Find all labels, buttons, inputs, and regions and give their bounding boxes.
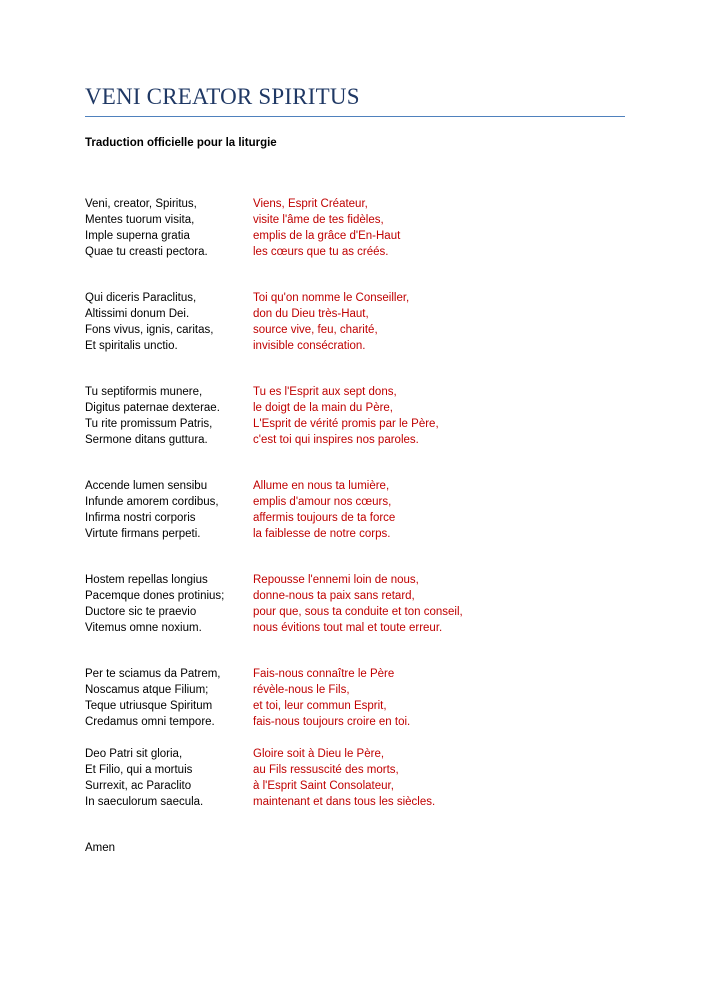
latin-line: Infunde amorem cordibus, xyxy=(85,496,219,508)
verse-line xyxy=(85,794,625,810)
verse-line xyxy=(85,604,625,620)
title-underline xyxy=(85,116,625,117)
verse-line xyxy=(85,196,625,212)
latin-line: Surrexit, ac Paraclito xyxy=(85,780,192,792)
french-line: don du Dieu très-Haut, xyxy=(253,308,369,320)
latin-line: Vitemus omne noxium. xyxy=(85,622,202,634)
french-line: maintenant et dans tous les siècles. xyxy=(253,796,436,808)
verse-line xyxy=(85,714,625,730)
french-line: affermis toujours de ta force xyxy=(253,512,396,524)
stanza-3 xyxy=(85,384,625,448)
stanza-1 xyxy=(85,196,625,260)
french-line: la faiblesse de notre corps. xyxy=(253,528,391,540)
french-line: c'est toi qui inspires nos paroles. xyxy=(253,434,419,446)
french-line: emplis de la grâce d'En-Haut xyxy=(253,230,401,242)
closing-amen: Amen xyxy=(85,842,116,854)
french-line: au Fils ressuscité des morts, xyxy=(253,764,399,776)
verse-line xyxy=(85,510,625,526)
latin-line: Tu septiformis munere, xyxy=(85,386,203,398)
verse-line xyxy=(85,322,625,338)
latin-line: Sermone ditans guttura. xyxy=(85,434,208,446)
french-line: nous évitions tout mal et toute erreur. xyxy=(253,622,443,634)
latin-line: Tu rite promissum Patris, xyxy=(85,418,213,430)
verse-line xyxy=(85,416,625,432)
stanza-4 xyxy=(85,478,625,542)
verse-line xyxy=(85,338,625,354)
french-line: Toi qu'on nomme le Conseiller, xyxy=(253,292,410,304)
french-line: donne-nous ta paix sans retard, xyxy=(253,590,415,602)
french-line: Tu es l'Esprit aux sept dons, xyxy=(253,386,397,398)
verse-line xyxy=(85,746,625,762)
latin-line: Ductore sic te praevio xyxy=(85,606,197,618)
french-line: révèle-nous le Fils, xyxy=(253,684,350,696)
stanza-7 xyxy=(85,746,625,810)
latin-line: Per te sciamus da Patrem, xyxy=(85,668,221,680)
latin-line: Noscamus atque Filium; xyxy=(85,684,209,696)
verse-line xyxy=(85,682,625,698)
latin-line: In saeculorum saecula. xyxy=(85,796,204,808)
stanza-2 xyxy=(85,290,625,354)
french-line: pour que, sous ta conduite et ton conseil, xyxy=(253,606,463,618)
stanza-5 xyxy=(85,572,625,636)
french-line: à l'Esprit Saint Consolateur, xyxy=(253,780,394,792)
french-line: Repousse l'ennemi loin de nous, xyxy=(253,574,419,586)
verse-line xyxy=(85,588,625,604)
latin-line: Virtute firmans perpeti. xyxy=(85,528,201,540)
verse-line xyxy=(85,244,625,260)
verse-line xyxy=(85,666,625,682)
latin-line: Et Filio, qui a mortuis xyxy=(85,764,193,776)
latin-line: Deo Patri sit gloria, xyxy=(85,748,183,760)
latin-line: Accende lumen sensibu xyxy=(85,480,208,492)
page-title: VENI CREATOR SPIRITUS xyxy=(85,84,360,109)
verse-line xyxy=(85,762,625,778)
verse-line xyxy=(85,400,625,416)
verse-line xyxy=(85,306,625,322)
verse-line xyxy=(85,290,625,306)
verse-line xyxy=(85,572,625,588)
latin-line: Et spiritalis unctio. xyxy=(85,340,178,352)
latin-line: Quae tu creasti pectora. xyxy=(85,246,208,258)
verse-line xyxy=(85,698,625,714)
latin-line: Veni, creator, Spiritus, xyxy=(85,198,197,210)
latin-line: Teque utriusque Spiritum xyxy=(85,700,213,712)
latin-line: Qui diceris Paraclitus, xyxy=(85,292,197,304)
french-line: les cœurs que tu as créés. xyxy=(253,246,389,258)
verse-line xyxy=(85,620,625,636)
verse-line xyxy=(85,384,625,400)
latin-line: Hostem repellas longius xyxy=(85,574,208,586)
french-line: Gloire soit à Dieu le Père, xyxy=(253,748,385,760)
french-line: invisible consécration. xyxy=(253,340,366,352)
verse-line xyxy=(85,478,625,494)
latin-line: Mentes tuorum visita, xyxy=(85,214,195,226)
verse-line xyxy=(85,228,625,244)
french-line: fais-nous toujours croire en toi. xyxy=(253,716,411,728)
french-line: visite l'âme de tes fidèles, xyxy=(253,214,384,226)
french-line: source vive, feu, charité, xyxy=(253,324,378,336)
latin-line: Infirma nostri corporis xyxy=(85,512,196,524)
latin-line: Credamus omni tempore. xyxy=(85,716,215,728)
french-line: Allume en nous ta lumière, xyxy=(253,480,390,492)
french-line: le doigt de la main du Père, xyxy=(253,402,394,414)
latin-line: Digitus paternae dexterae. xyxy=(85,402,220,414)
french-line: L'Esprit de vérité promis par le Père, xyxy=(253,418,439,430)
verse-line xyxy=(85,778,625,794)
french-line: et toi, leur commun Esprit, xyxy=(253,700,387,712)
latin-line: Pacemque dones protinius; xyxy=(85,590,225,602)
page-subtitle: Traduction officielle pour la liturgie xyxy=(85,137,277,149)
french-line: emplis d'amour nos cœurs, xyxy=(253,496,392,508)
stanza-6 xyxy=(85,666,625,730)
latin-line: Altissimi donum Dei. xyxy=(85,308,190,320)
french-line: Fais-nous connaître le Père xyxy=(253,668,395,680)
verse-line xyxy=(85,526,625,542)
verse-line xyxy=(85,212,625,228)
verse-line xyxy=(85,432,625,448)
verse-line xyxy=(85,494,625,510)
french-line: Viens, Esprit Créateur, xyxy=(253,198,368,210)
latin-line: Fons vivus, ignis, caritas, xyxy=(85,324,214,336)
latin-line: Imple superna gratia xyxy=(85,230,190,242)
